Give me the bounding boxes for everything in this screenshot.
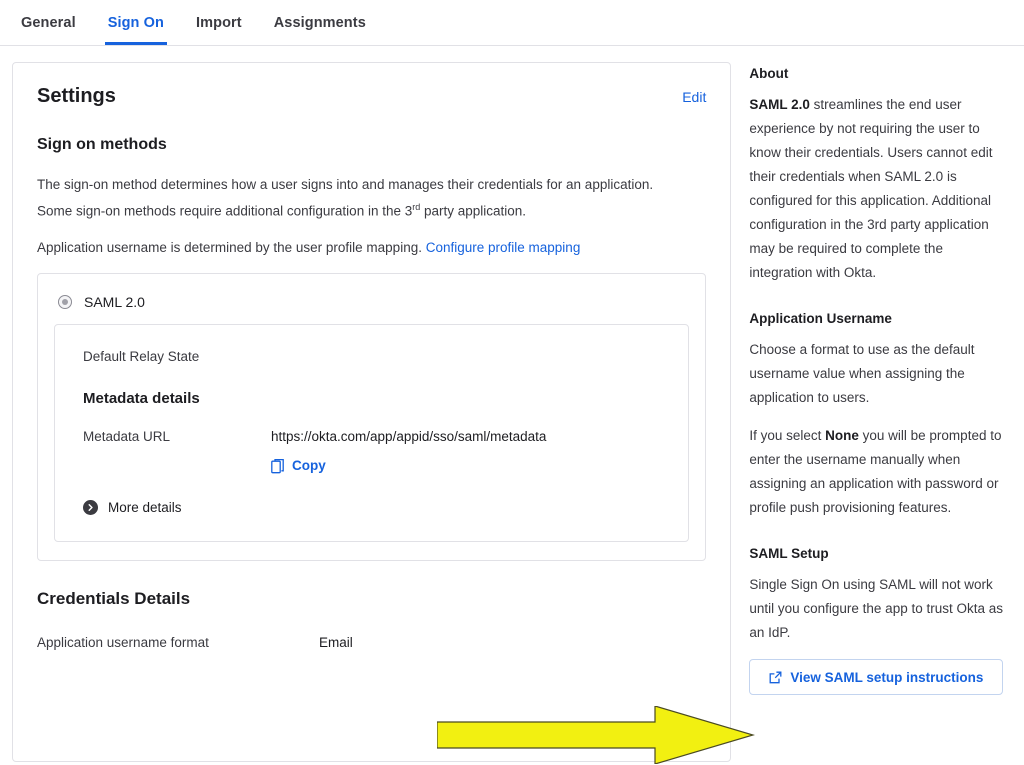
saml-radio-label: SAML 2.0 — [84, 293, 145, 310]
copy-icon — [271, 458, 285, 474]
saml-radio-row[interactable] — [54, 290, 689, 324]
sign-on-methods-heading: Sign on methods — [37, 136, 167, 153]
metadata-url-row — [83, 429, 660, 444]
copy-label: Copy — [292, 458, 326, 473]
about-paragraph-rest: streamlines the end user experience by not requiring the user to know their credentials. Users cannot edit their credentials when SAML 2.0 is configured for this application. Additional configuration in the 3rd party application may be required to complete the integration with Okta. — [749, 97, 993, 280]
tab-sign-on[interactable]: Sign On — [105, 15, 167, 45]
app-username-format-label: Application username format — [37, 634, 209, 650]
username-mapping-text: Application username is determined by the user profile mapping. — [37, 239, 422, 255]
application-username-heading: Application Username — [749, 311, 892, 326]
page-content — [0, 46, 1024, 762]
metadata-details-heading: Metadata details — [83, 389, 200, 407]
external-link-icon — [769, 671, 782, 684]
username-p2-start: If you select — [749, 428, 826, 443]
username-p2-end: you will be prompted to enter the username manually when assigning an application with password or profile push provisioning features. — [749, 428, 1002, 515]
tab-bar — [0, 0, 1024, 46]
credentials-details-heading: Credentials Details — [37, 588, 191, 608]
view-saml-setup-instructions-label: View SAML setup instructions — [790, 669, 984, 685]
edit-link[interactable]: Edit — [682, 89, 707, 105]
application-username-paragraph-1: Choose a format to use as the default username value when assigning the application to users. — [749, 342, 975, 405]
chevron-right-icon — [83, 500, 98, 515]
configure-profile-mapping-link[interactable]: Configure profile mapping — [425, 239, 581, 255]
copy-metadata-url-button[interactable] — [271, 458, 660, 474]
saml-method-card — [37, 273, 706, 561]
about-saml-strong: SAML 2.0 — [749, 97, 810, 112]
description-ordinal: rd — [412, 202, 421, 212]
default-relay-state-label: Default Relay State — [83, 348, 200, 364]
description-part-2: party application. — [420, 203, 527, 219]
metadata-url-label: Metadata URL — [83, 428, 171, 444]
application-username-paragraph-2 — [749, 424, 1008, 520]
tab-assignments[interactable]: Assignments — [273, 15, 366, 31]
settings-header — [37, 85, 706, 108]
username-p2-none: None — [825, 428, 859, 443]
tab-general[interactable]: General — [21, 15, 76, 31]
tab-import[interactable]: Import — [195, 15, 242, 31]
about-heading: About — [749, 66, 789, 81]
more-details-label: More details — [108, 499, 182, 515]
application-username-description — [37, 237, 682, 259]
app-username-format-row — [37, 635, 706, 650]
default-relay-state-row — [83, 349, 660, 364]
saml-details-card — [54, 324, 689, 542]
settings-panel — [12, 62, 731, 762]
saml-setup-paragraph: Single Sign On using SAML will not work until you configure the app to trust Okta as an IdP. — [749, 577, 1003, 640]
about-sidebar — [749, 62, 1008, 762]
saml-setup-heading: SAML Setup — [749, 546, 829, 561]
page-title: Settings — [37, 85, 116, 107]
description-part-1: The sign-on method determines how a user signs into and manages their credentials for an application. Some sign-on methods require additional configuration in the 3 — [37, 177, 654, 219]
view-saml-setup-instructions-button[interactable] — [749, 659, 1003, 695]
app-username-format-value: Email — [319, 634, 353, 650]
about-paragraph — [749, 93, 1008, 285]
sign-on-methods-description — [37, 174, 682, 223]
radio-selected-icon[interactable] — [58, 295, 72, 309]
metadata-url-value: https://okta.com/app/appid/sso/saml/metadata — [271, 428, 547, 444]
more-details-toggle[interactable] — [83, 500, 660, 515]
